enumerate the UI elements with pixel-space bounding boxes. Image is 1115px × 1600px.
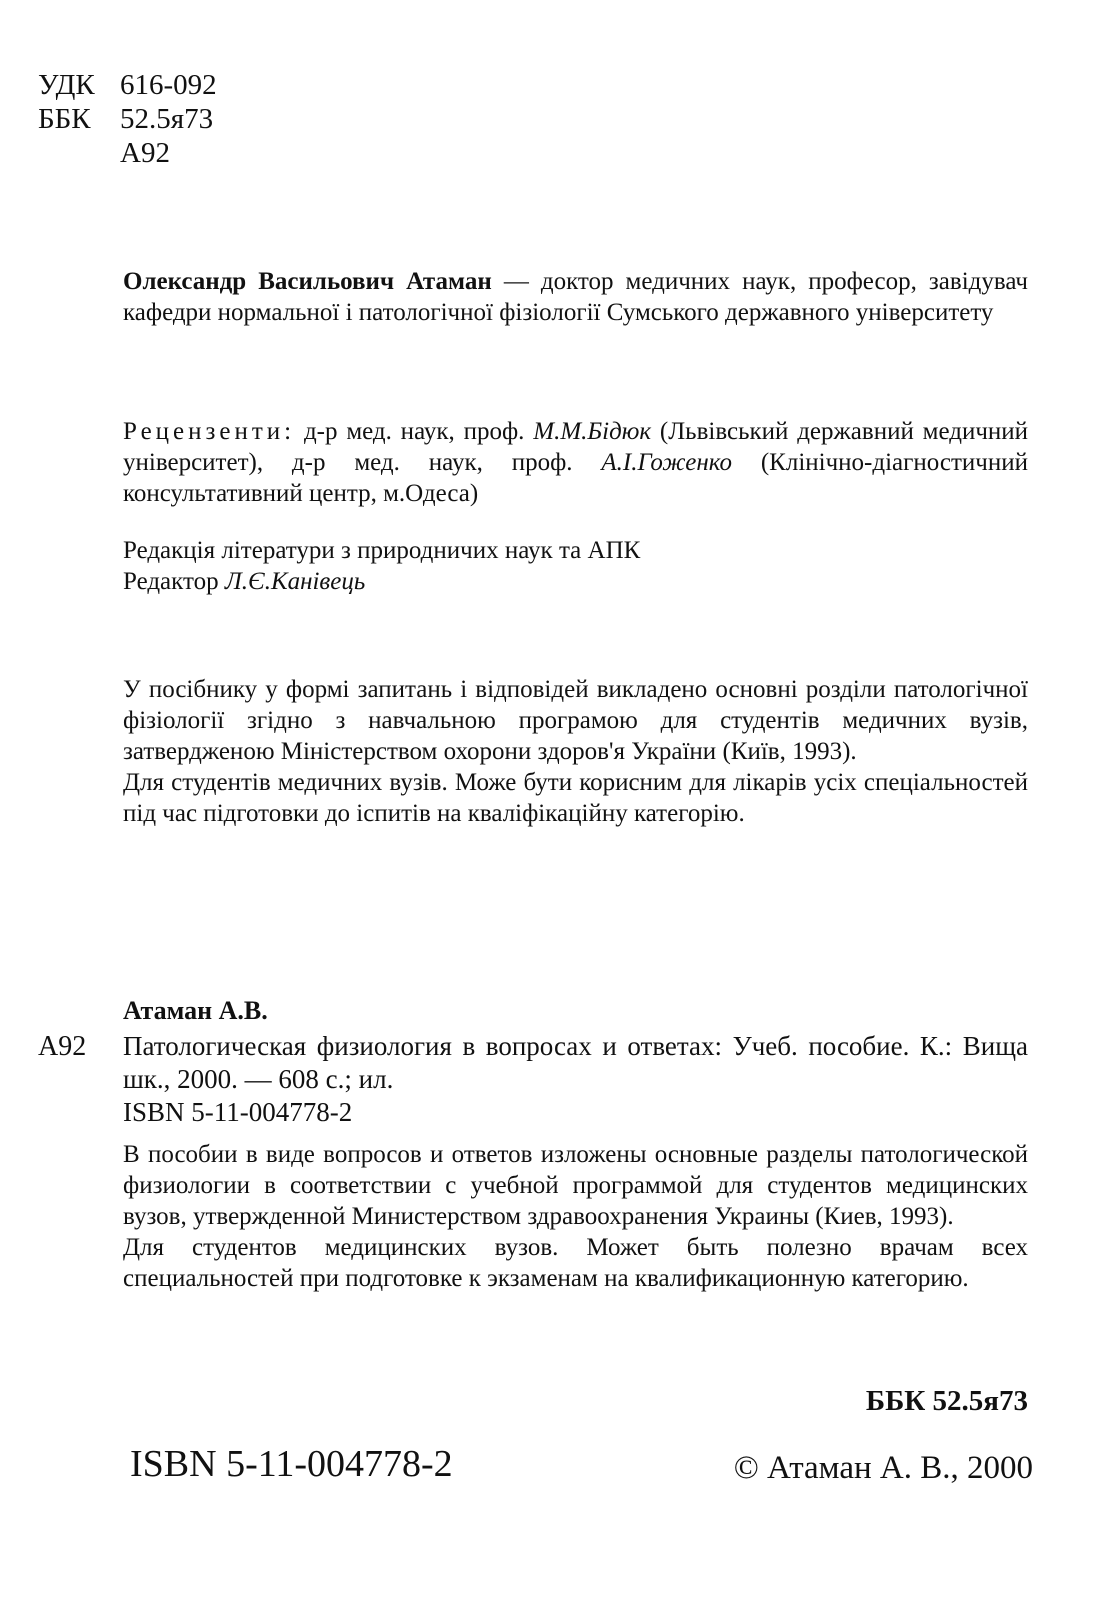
- editorial-department: Редакція літератури з природничих наук та АПК: [123, 537, 641, 564]
- reviewer-1-prefix: д-р мед. наук, проф.: [303, 418, 525, 445]
- catalog-card-isbn: ISBN 5-11-004778-2: [123, 1097, 353, 1127]
- footer-bbk: ББК 52.5я73: [865, 1385, 1028, 1417]
- author-full-name: Олександр Васильович Атаман: [123, 268, 492, 295]
- footer-copyright: © Атаман А. В., 2000: [733, 1450, 1033, 1486]
- editor-line: [123, 566, 1028, 597]
- bbk-row: [38, 102, 217, 136]
- bbk-value: 52.5я73: [120, 103, 214, 135]
- summary-ru-paragraph-2: Для студентов медицинских вузов. Может быть полезно врачам всех специальностей при подготовке к экзаменам на квалификационную категорию.: [123, 1234, 1028, 1292]
- reviewer-2-name: А.І.Гоженко: [601, 449, 732, 476]
- udk-row: [38, 68, 217, 102]
- editor-name: Л.Є.Канівець: [224, 568, 366, 595]
- author-bio-paragraph: [123, 266, 1028, 328]
- bbk-label: ББК: [38, 103, 91, 135]
- summary-uk-paragraph-2: Для студентів медичних вузів. Може бути корисним для лікарів усіх спеціальностей під час підготовки до іспитів на кваліфікаційну категорію.: [123, 769, 1028, 827]
- catalog-card-author: Атаман А.В.: [123, 996, 268, 1025]
- reviewers-label: Рецензенти:: [123, 418, 296, 445]
- summary-uk-paragraph-1: У посібнику у формі запитань і відповідей викладено основні розділи патологічної фізіології згідно з навчальною програмою для студентів медичних вузів, затвердженою Міністерством охорони здоров'я України (Київ, 1993).: [123, 676, 1028, 765]
- udk-label: УДК: [38, 69, 95, 101]
- reviewer-1-institution: (Львівський державний медичний університет), д-р мед. наук, проф.: [123, 418, 1029, 476]
- author-description: — доктор медичних наук, професор, завідувач кафедри нормальної і патологічної фізіології Сумського державного університету: [123, 268, 1029, 326]
- editor-label: Редактор: [123, 568, 219, 595]
- editorial-info: [123, 535, 1028, 597]
- summary-ukrainian: [123, 674, 1028, 829]
- reviewer-2-institution: (Клінічно-діагностичний консультативний центр, м.Одеса): [123, 449, 1028, 507]
- summary-russian: [123, 1139, 1028, 1294]
- reviewers-paragraph: [123, 416, 1028, 509]
- reviewer-1-name: М.М.Бідюк: [533, 418, 652, 445]
- author-mark: А92: [120, 137, 170, 169]
- catalog-card-code: А92: [38, 1031, 87, 1062]
- reviewers: [123, 416, 1028, 509]
- footer-isbn: ISBN 5-11-004778-2: [130, 1443, 453, 1485]
- author-bio: [123, 266, 1028, 328]
- udk-value: 616-092: [120, 69, 217, 101]
- summary-ru-paragraph-1: В пособии в виде вопросов и ответов изложены основные разделы патологической физиологии в соответствии с учебной программой для студентов медицинских вузов, утвержденной Министерством здравоохранения Украины (Киев, 1993).: [123, 1141, 1028, 1230]
- catalog-card-title: Патологическая физиология в вопросах и ответах: Учеб. пособие. К.: Вища шк., 2000. — 608 с.; ил.: [123, 1031, 1028, 1094]
- catalog-codes: [38, 68, 217, 170]
- author-mark-row: [38, 136, 217, 170]
